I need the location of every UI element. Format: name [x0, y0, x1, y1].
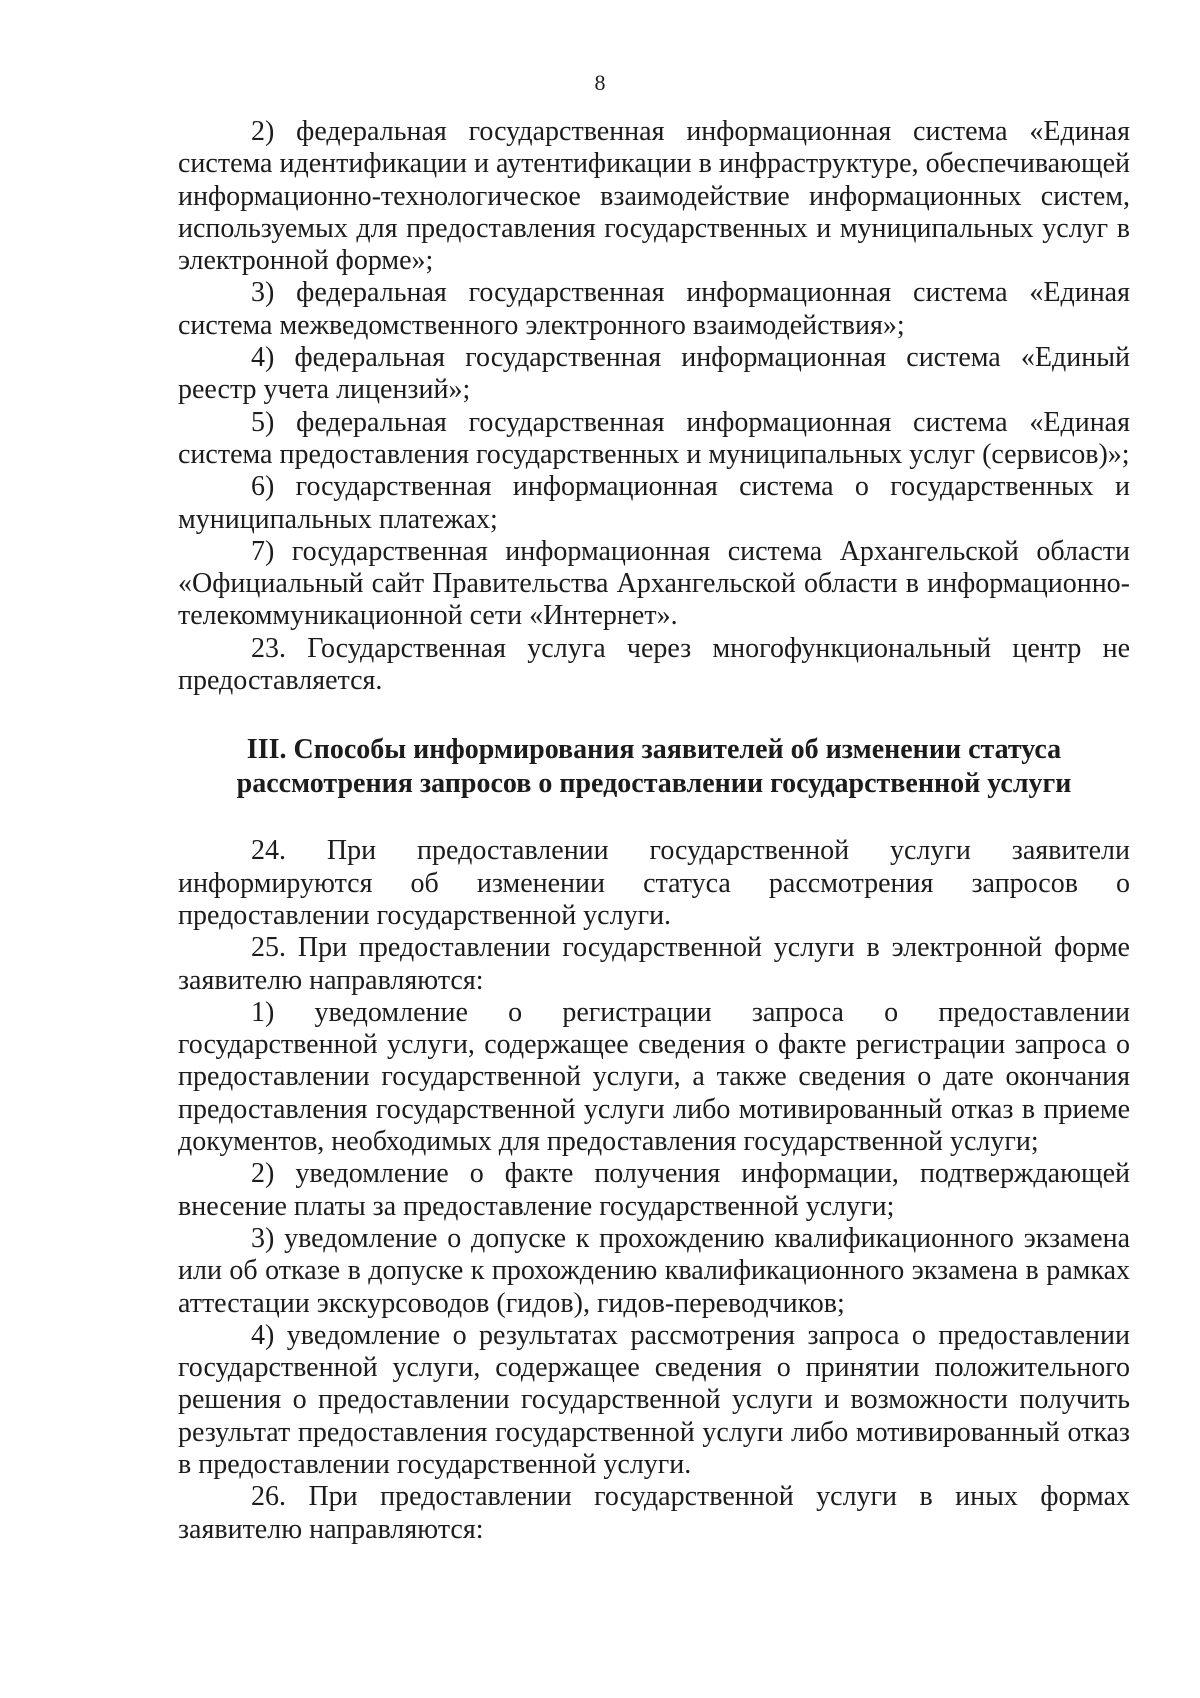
section-heading — [178, 733, 1130, 801]
section-heading-line-1: III. Способы информирования заявителей об изменении статуса — [246, 734, 1062, 766]
paragraph-clause-24: 24. При предоставлении государственной услуги заявители информируются об изменении статуса рассмотрения запросов о предоставлении государственной услуги. — [178, 835, 1130, 931]
paragraph-clause-26: 26. При предоставлении государственной услуги в иных формах заявителю направляются: — [178, 1481, 1130, 1545]
paragraph-item-7: 7) государственная информационная система Архангельской области «Официальный сайт Правительства Архангельской области в информационно-телекоммуникационной сети «Интернет». — [178, 535, 1130, 632]
paragraph-notice-2: 2) уведомление о факте получения информации, подтверждающей внесение платы за предоставление государственной услуги; — [178, 1158, 1130, 1222]
paragraph-item-5: 5) федеральная государственная информационная система «Единая система предоставления государственных и муниципальных услуг (сервисов)»; — [178, 406, 1130, 470]
paragraph-notice-1: 1) уведомление о регистрации запроса о предоставлении государственной услуги, содержащее сведения о факте регистрации запроса о предоставлении государственной услуги, а также сведения о дате окончания предоставления государственной услуги либо мотивированный отказ в приеме документов, необходимых для предоставления государственной услуги; — [178, 996, 1130, 1158]
paragraph-item-2: 2) федеральная государственная информационная система «Единая система идентификации и аутентификации в инфраструктуре, обеспечивающей информационно-технологическое взаимодействие информационных систем, используемых для предоставления государственных и муниципальных услуг в электронной форме»; — [178, 116, 1130, 277]
paragraph-item-6: 6) государственная информационная система о государственных и муниципальных платежах; — [178, 471, 1130, 535]
paragraph-clause-23: 23. Государственная услуга через многофункциональный центр не предоставляется. — [178, 632, 1130, 697]
page-number: 8 — [594, 70, 606, 95]
paragraph-notice-4: 4) уведомление о результатах рассмотрения запроса о предоставлении государственной услуги, содержащее сведения о принятии положительного решения о предоставлении государственной услуги и возможности получить результат предоставления государственной услуги либо мотивированный отказ в предоставлении государственной услуги. — [178, 1319, 1130, 1480]
paragraph-item-4: 4) федеральная государственная информационная система «Единый реестр учета лицензий»; — [178, 342, 1130, 406]
paragraph-notice-3: 3) уведомление о допуске к прохождению квалификационного экзамена или об отказе в допуске к прохождению квалификационного экзамена в рамках аттестации экскурсоводов (гидов), гидов-переводчиков; — [178, 1222, 1130, 1319]
paragraph-clause-25: 25. При предоставлении государственной услуги в электронной форме заявителю направляются: — [178, 932, 1130, 996]
paragraph-item-3: 3) федеральная государственная информационная система «Единая система межведомственного электронного взаимодействия»; — [178, 277, 1130, 341]
section-heading-line-2: рассмотрения запросов о предоставлении государственной услуги — [236, 768, 1072, 800]
document-body — [178, 116, 1130, 1546]
